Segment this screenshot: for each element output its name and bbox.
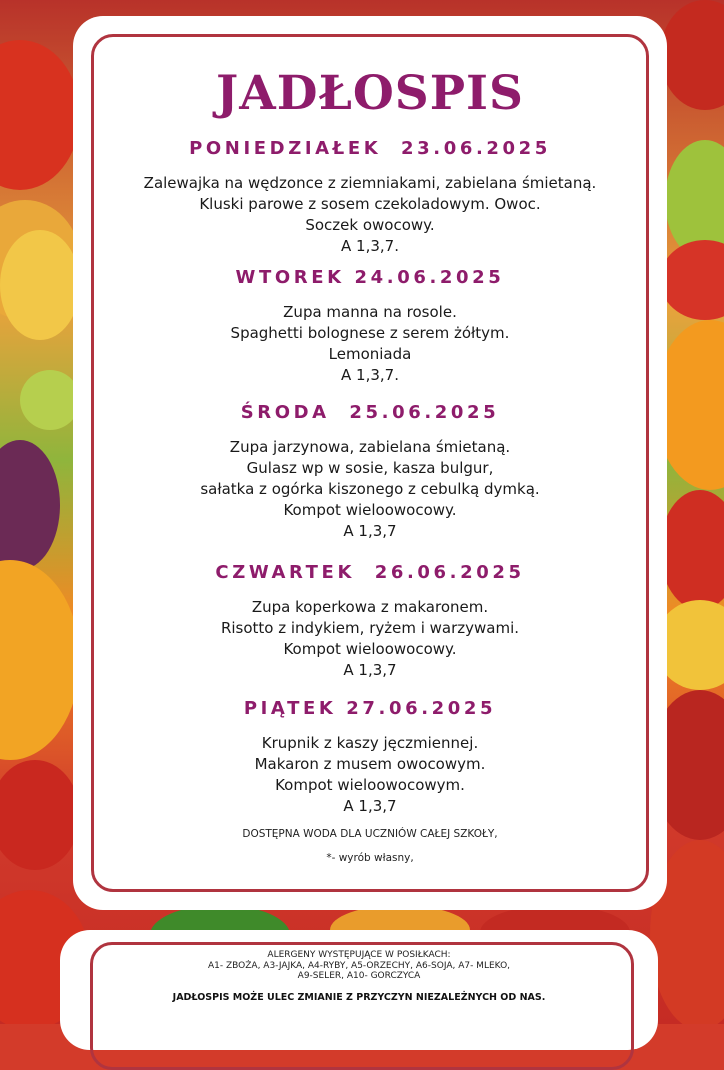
- day-monday: [73, 138, 667, 257]
- own-product-note: *- wyrób własny,: [326, 852, 414, 864]
- allergen-title: ALERGENY WYSTĘPUJĄCE W POSIŁKACH:: [267, 950, 451, 960]
- menu-line: Risotto z indykiem, ryżem i warzywami.: [220, 619, 520, 637]
- day-heading: PONIEDZIAŁEK 23.06.2025: [189, 138, 551, 159]
- menu-line: A 1,3,7: [343, 797, 397, 815]
- menu-line: Gulasz wp w sosie, kasza bulgur,: [246, 459, 494, 477]
- menu-line: Kompot wieloowocowy.: [283, 640, 457, 658]
- menu-line: Zupa jarzynowa, zabielana śmietaną.: [229, 438, 511, 456]
- menu-line: Kompot wieloowocowy.: [283, 501, 457, 519]
- allergen-info: [60, 950, 658, 982]
- menu-line: Zupa manna na rosole.: [283, 303, 457, 321]
- day-heading: ŚRODA 25.06.2025: [240, 402, 500, 423]
- menu-line: Lemoniada: [328, 345, 412, 363]
- menu-line: Soczek owocowy.: [305, 216, 435, 234]
- menu-line: Kluski parowe z sosem czekoladowym. Owoc.: [199, 195, 541, 213]
- water-note: DOSTĘPNA WODA DLA UCZNIÓW CAŁEJ SZKOŁY,: [242, 828, 498, 840]
- day-heading: CZWARTEK 26.06.2025: [215, 562, 525, 583]
- day-heading: PIĄTEK 27.06.2025: [243, 698, 497, 719]
- allergen-line: A1- ZBOŻA, A3-JAJKA, A4-RYBY, A5-ORZECHY, A6-SOJA, A7- MLEKO,: [207, 960, 511, 971]
- day-heading: WTOREK 24.06.2025: [235, 267, 505, 288]
- menu-line: sałatka z ogórka kiszonego z cebulką dymką.: [200, 480, 540, 498]
- day-wednesday: [73, 402, 667, 542]
- menu-line: A 1,3,7: [343, 661, 397, 679]
- allergen-line: A9-SELER, A10- GORCZYCA: [297, 971, 421, 981]
- menu-line: Kompot wieloowocowym.: [275, 776, 465, 794]
- menu-line: A 1,3,7.: [341, 237, 399, 255]
- menu-card: [73, 16, 667, 910]
- page-title: JADŁOSPIS: [216, 66, 524, 121]
- day-thursday: [73, 562, 667, 681]
- menu-line: Zupa koperkowa z makaronem.: [251, 598, 489, 616]
- day-tuesday: [73, 267, 667, 386]
- menu-line: A 1,3,7.: [341, 366, 399, 384]
- menu-line: A 1,3,7: [343, 522, 397, 540]
- day-friday: [73, 698, 667, 817]
- change-disclaimer: JADŁOSPIS MOŻE ULEC ZMIANIE Z PRZYCZYN NIEZALEŻNYCH OD NAS.: [172, 992, 546, 1003]
- menu-line: Krupnik z kaszy jęczmiennej.: [261, 734, 479, 752]
- menu-line: Zalewajka na wędzonce z ziemniakami, zabielana śmietaną.: [143, 174, 597, 192]
- menu-line: Makaron z musem owocowym.: [254, 755, 486, 773]
- allergen-footer: [60, 930, 658, 1050]
- menu-line: Spaghetti bolognese z serem żółtym.: [230, 324, 510, 342]
